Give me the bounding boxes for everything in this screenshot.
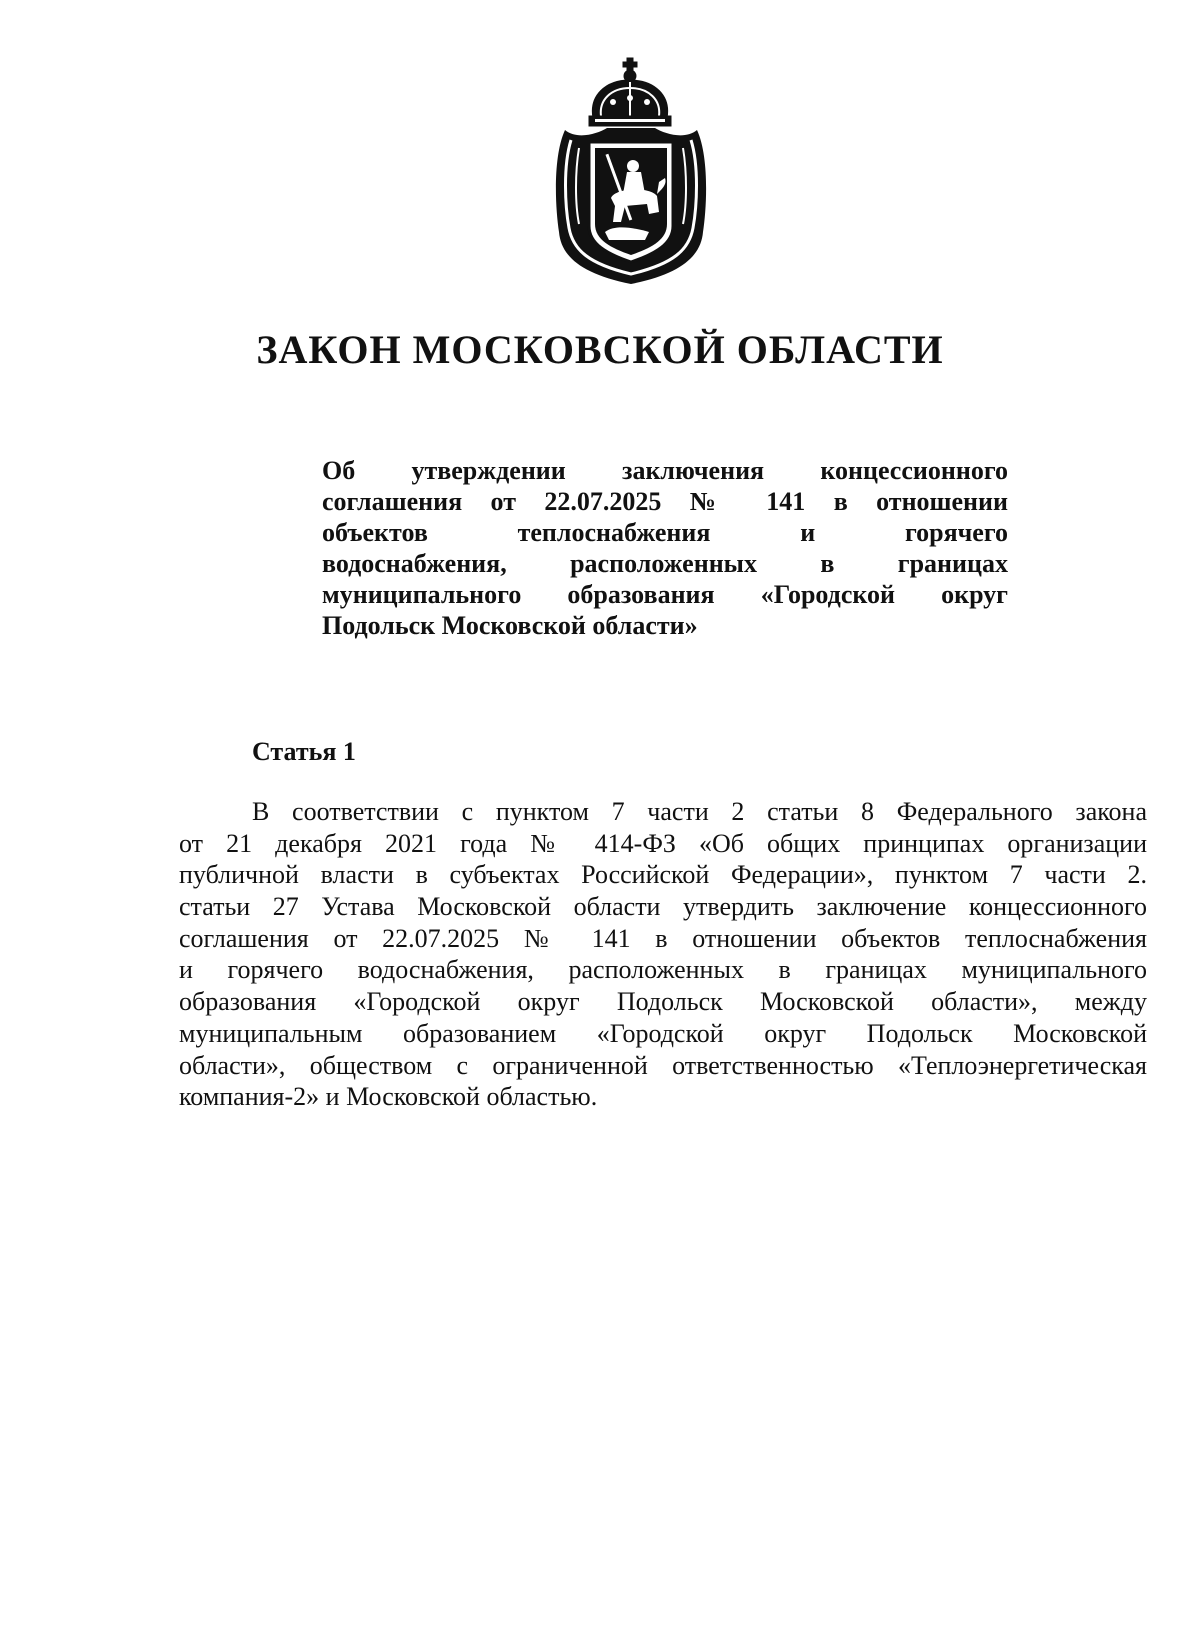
law-subject <box>322 455 1008 641</box>
document-title: ЗАКОН МОСКОВСКОЙ ОБЛАСТИ <box>256 327 944 372</box>
article-line: В соответствии с пунктом 7 части 2 статьи 8 Федерального закона <box>252 797 1147 826</box>
article-line: и горячего водоснабжения, расположенных в границах муниципального <box>179 955 1147 985</box>
subject-line: Об утверждении заключения концессионного <box>322 456 1008 485</box>
article-body <box>179 796 1147 1113</box>
article-line: соглашения от 22.07.2025 № 141 в отношении объектов теплоснабжения <box>179 923 1147 953</box>
article-line: статьи 27 Устава Московской области утвердить заключение концессионного <box>179 892 1147 922</box>
article-line: образования «Городской округ Подольск Московской области», между <box>179 987 1147 1017</box>
article-line: публичной власти в субъектах Российской Федерации», пунктом 7 части 2. <box>179 860 1147 890</box>
article-heading: Статья 1 <box>252 737 356 766</box>
article-line: муниципальным образованием «Городской округ Подольск Московской <box>179 1018 1147 1048</box>
subject-line: водоснабжения, расположенных в границах <box>322 549 1008 578</box>
subject-line: муниципального образования «Городской округ <box>322 580 1008 609</box>
coat-of-arms-icon <box>545 56 717 288</box>
subject-line: соглашения от 22.07.2025 № 141 в отношении <box>322 487 1008 516</box>
subject-line: объектов теплоснабжения и горячего <box>322 518 1008 547</box>
article-line: компания-2» и Московской областью. <box>179 1082 598 1112</box>
subject-line: Подольск Московской области» <box>322 611 698 640</box>
article-line: от 21 декабря 2021 года № 414-ФЗ «Об общих принципах организации <box>179 828 1147 858</box>
article-line: области», обществом с ограниченной ответственностью «Теплоэнергетическая <box>179 1050 1147 1080</box>
